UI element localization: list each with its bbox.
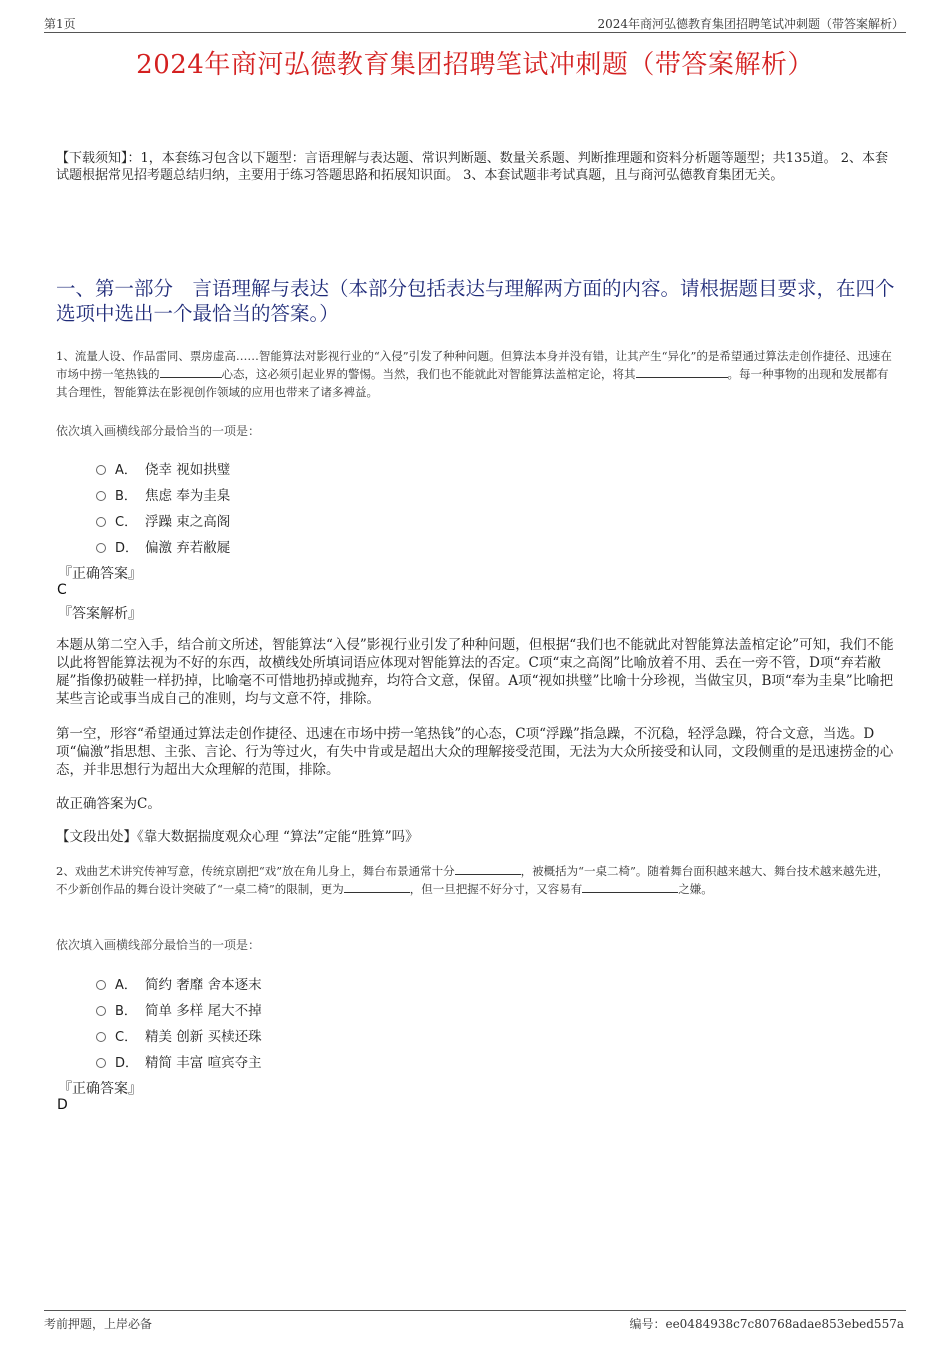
option-text: 精简 丰富 喧宾夺主	[145, 1055, 262, 1071]
q1-option-a[interactable]	[96, 458, 230, 478]
analysis-label: 『答案解析』	[58, 606, 142, 622]
radio-icon[interactable]	[96, 980, 106, 990]
question-1-prompt: 依次填入画横线部分最恰当的一项是：	[56, 424, 261, 438]
option-letter: C．	[115, 1030, 138, 1045]
footer-slogan: 考前押题，上岸必备	[44, 1317, 153, 1331]
q1-text-part: 。每一种事物的出现和发展都有其合理性，智能算法在影视创作领域的应用也带来了诸多裨益。	[56, 367, 889, 399]
section-heading: 一、第一部分 言语理解与表达（本部分包括表达与理解两方面的内容。请根据题目要求，在四个选项中选出一个最恰当的答案。）	[56, 277, 895, 325]
q1-option-b[interactable]	[96, 484, 230, 504]
option-letter: D．	[115, 541, 139, 556]
radio-icon[interactable]	[96, 1058, 106, 1068]
answer-label: 『正确答案』	[58, 566, 142, 582]
radio-icon[interactable]	[96, 517, 106, 527]
q1-text-part: 心态，这必须引起业界的警惕。当然，我们也不能就此对智能算法盖棺定论，将其	[221, 367, 636, 381]
radio-icon[interactable]	[96, 491, 106, 501]
q1-option-c[interactable]	[96, 510, 230, 530]
option-text: 偏激 弃若敝屣	[145, 540, 231, 556]
fill-blank	[160, 365, 222, 378]
q2-text-part: 2、戏曲艺术讲究传神写意，传统京剧把“戏”放在角儿身上，舞台布景通常十分	[56, 864, 455, 878]
analysis-paragraph: 本题从第二空入手，结合前文所述，智能算法“入侵”影视行业引发了种种问题，但根据“我们也不能就此对智能算法盖棺定论”可知，我们不能以此将智能算法视为不好的东西，故横线处所填词语应体现对智能算法的否定。C项“束之高阁”比喻放着不用、丢在一旁不管，D项“弃若敝屣”指像扔破鞋一样扔掉，比喻毫不可惜地扔掉或抛弃，均符合文意，保留。A项“视如拱璧”比喻十分珍视，当做宝贝，B项“奉为圭臬”比喻把某些言论或事当成自己的准则，均与文意不符，排除。	[56, 637, 894, 707]
q2-text-part: ，但一旦把握不好分寸，又容易有	[409, 882, 583, 896]
q2-option-d[interactable]	[96, 1051, 262, 1071]
radio-icon[interactable]	[96, 543, 106, 553]
question-1-text	[56, 347, 898, 401]
header-doc-title: 2024年商河弘德教育集团招聘笔试冲刺题（带答案解析）	[597, 17, 904, 31]
fill-blank	[582, 880, 678, 893]
question-2-prompt: 依次填入画横线部分最恰当的一项是：	[56, 938, 261, 952]
footer-serial: 编号：ee0484938c7c80768adae853ebed557a	[629, 1317, 904, 1331]
q1-option-d[interactable]	[96, 536, 230, 556]
q2-text-part: 之嫌。	[678, 882, 713, 896]
radio-icon[interactable]	[96, 1006, 106, 1016]
option-text: 精美 创新 买椟还珠	[145, 1029, 262, 1045]
question-2-text	[56, 862, 898, 898]
answer-value: D	[57, 1097, 68, 1113]
fill-blank	[455, 862, 521, 875]
download-notice: 【下载须知】：1，本套练习包含以下题型：言语理解与表达题、常识判断题、数量关系题、判断推理题和资料分析题等题型；共135道。 2、本套试题根据常见招考题总结归纳，主要用于练习答题思路和拓展知识面。 3、本套试题非考试真题，且与商河弘德教育集团无关。	[56, 151, 888, 183]
answer-label: 『正确答案』	[58, 1081, 142, 1097]
option-letter: D．	[115, 1056, 139, 1071]
option-letter: B．	[115, 489, 137, 504]
page-number: 第1页	[44, 17, 76, 31]
option-letter: C．	[115, 515, 138, 530]
option-letter: A．	[115, 463, 137, 478]
q2-option-c[interactable]	[96, 1025, 262, 1045]
fill-blank	[344, 880, 410, 893]
option-letter: A．	[115, 978, 137, 993]
analysis-conclusion: 故正确答案为C。	[56, 796, 161, 812]
q2-option-a[interactable]	[96, 973, 262, 993]
q2-option-b[interactable]	[96, 999, 262, 1019]
analysis-paragraph: 第一空，形容“希望通过算法走创作捷径、迅速在市场中捞一笔热钱”的心态，C项“浮躁”指急躁，不沉稳，轻浮急躁，符合文意，当选。D项“偏激”指思想、主张、言论、行为等过火，有失中肯或是超出大众的理解接受范围，无法为大众所接受和认同，文段侧重的是迅速捞金的心态，并非思想行为超出大众理解的范围，排除。	[56, 726, 894, 778]
q2-text-part: ，被概括为“一桌二椅”。随着舞台面积越来越大、舞台技术越来越先进，不少新创作品的舞台设计突破了“一桌二椅”的限制，更为	[56, 864, 889, 896]
fill-blank	[636, 365, 728, 378]
option-text: 浮躁 束之高阁	[145, 514, 231, 530]
text-source: 【文段出处】《靠大数据揣度观众心理 “算法”定能“胜算”吗》	[56, 829, 419, 845]
option-text: 简单 多样 尾大不掉	[145, 1003, 262, 1019]
option-text: 焦虑 奉为圭臬	[145, 488, 231, 504]
page-footer	[44, 1310, 906, 1333]
option-letter: B．	[115, 1004, 137, 1019]
page-title: 2024年商河弘德教育集团招聘笔试冲刺题（带答案解析）	[136, 50, 814, 80]
option-text: 侥幸 视如拱璧	[145, 462, 231, 478]
page-header	[44, 14, 906, 33]
radio-icon[interactable]	[96, 1032, 106, 1042]
radio-icon[interactable]	[96, 465, 106, 475]
q1-text-part: 1、流量人设、作品雷同、票房虚高……智能算法对影视行业的“入侵”引发了种种问题。但算法本身并没有错，让其产生“异化”的是希望通过算法走创作捷径、迅速在市场中捞一笔热钱的	[56, 349, 892, 381]
option-text: 简约 奢靡 舍本逐末	[145, 977, 262, 993]
answer-value: C	[57, 582, 67, 598]
